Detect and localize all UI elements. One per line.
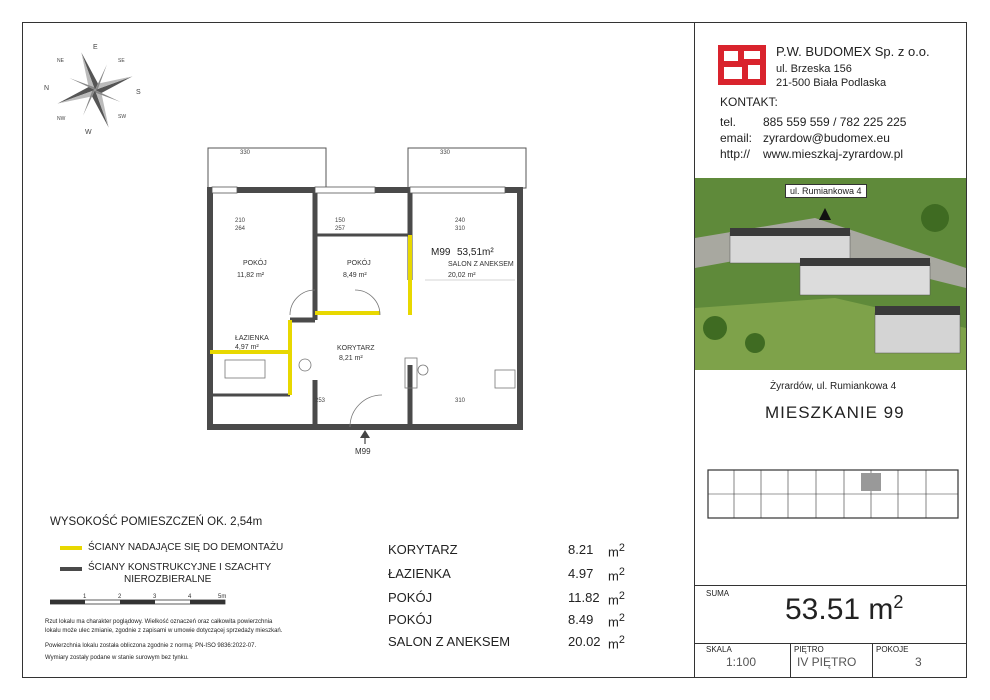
scale-tick-4: 4 <box>188 594 192 600</box>
floor-value: IV PIĘTRO <box>797 655 857 669</box>
svg-text:210: 210 <box>235 218 246 224</box>
plan-apt-area: 53,51m² <box>457 247 494 258</box>
email-label: email: <box>720 131 753 145</box>
tel-label: tel. <box>720 115 737 129</box>
compass-se: SE <box>118 58 125 64</box>
scale-bar <box>50 592 240 608</box>
room-row: ŁAZIENKA 4.97 $m^2$ <box>388 566 625 584</box>
svg-text:330: 330 <box>440 150 451 156</box>
plan-label-pokoj2: POKÓJ <box>347 260 371 267</box>
room-row: POKÓJ 11.82 $m^2$ <box>388 590 625 608</box>
email-link[interactable]: zyrardow@budomex.eu <box>763 131 890 145</box>
svg-text:310: 310 <box>455 398 466 404</box>
ceiling-height-note: WYSOKOŚĆ POMIESZCZEŃ OK. 2,54m <box>50 516 263 528</box>
legend-dark-swatch <box>60 567 82 571</box>
sum-label: SUMA <box>706 589 730 598</box>
scale-tick-5: 5m <box>218 594 227 600</box>
compass-sw: SW <box>118 114 127 120</box>
plan-label-lazienka: ŁAZIENKA <box>235 335 269 342</box>
note-line-1: Rzut lokalu ma charakter poglądowy. Wielkość oznaczeń oraz całkowita powierzchnia <box>45 619 273 625</box>
scale-label: SKALA <box>706 645 732 654</box>
company-name: P.W. BUDOMEX Sp. z o.o. <box>776 44 930 59</box>
plan-area-korytarz: 8,21 m² <box>339 355 363 362</box>
scale-tick-2: 2 <box>118 594 122 600</box>
rooms-count-value: 3 <box>915 655 922 669</box>
scale-tick-1: 1 <box>83 594 87 600</box>
aerial-caption: Żyrardów, ul. Rumiankowa 4 <box>770 381 897 392</box>
legend-dark-label-1: ŚCIANY KONSTRUKCYJNE I SZACHTY <box>88 562 272 573</box>
apartment-title: MIESZKANIE 99 <box>765 403 905 422</box>
legend-dark-label-2: NIEROZBIERALNE <box>124 574 212 585</box>
svg-text:257: 257 <box>335 226 346 232</box>
compass-s: S <box>136 89 141 96</box>
room-row: KORYTARZ 8.21 $m^2$ <box>388 542 625 560</box>
svg-text:330: 330 <box>240 150 251 156</box>
plan-area-salon: 20,02 m² <box>448 272 476 279</box>
compass-ne: NE <box>57 58 64 64</box>
sum-value: 53.51 $m^2$ <box>785 592 904 626</box>
note-line-2: lokalu może ulec zmianie, zgodnie z zapisami w umowie dotyczącej sprzedaży mieszkań. <box>45 628 283 634</box>
plan-apt-id: M99 <box>431 247 451 258</box>
web-label: http:// <box>720 147 751 161</box>
plan-area-lazienka: 4,97 m² <box>235 344 259 351</box>
plan-entrance-id: M99 <box>355 447 371 456</box>
plan-label-korytarz: KORYTARZ <box>337 345 375 352</box>
scale-value: 1:100 <box>726 655 757 669</box>
legend-yellow-label: ŚCIANY NADAJĄCE SIĘ DO DEMONTAŻU <box>88 542 284 553</box>
svg-text:310: 310 <box>455 226 466 232</box>
plan-area-pokoj2: 8,49 m² <box>343 272 367 279</box>
compass-e: E <box>93 44 98 51</box>
aerial-scene <box>695 178 966 370</box>
tel-value[interactable]: 885 559 559 / 782 225 225 <box>763 115 907 129</box>
note-line-4: Wymiary zostały podane w stanie surowym bez tynku. <box>45 655 189 661</box>
note-line-3: Powierzchnia lokalu została obliczona zgodnie z normą: PN-ISO 9836:2022-07. <box>45 643 257 649</box>
plan-area-pokoj1: 11,82 m² <box>237 272 265 279</box>
compass-n: N <box>44 85 50 92</box>
compass-nw: NW <box>57 116 66 122</box>
svg-text:253: 253 <box>315 398 326 404</box>
floor-plan <box>195 140 535 460</box>
plan-label-pokoj1: POKÓJ <box>243 260 267 267</box>
budomex-logo-icon <box>718 45 766 85</box>
floor-label: PIĘTRO <box>794 645 824 654</box>
compass-rose-icon <box>35 40 155 140</box>
svg-text:150: 150 <box>335 218 346 224</box>
building-key-plan <box>706 465 961 523</box>
svg-text:264: 264 <box>235 226 246 232</box>
company-city: 21-500 Biała Podlaska <box>776 77 887 89</box>
aerial-view-image <box>695 178 966 370</box>
contact-title: KONTAKT: <box>720 95 778 109</box>
aerial-street-label: ul. Rumiankowa 4 <box>785 184 867 198</box>
room-row: POKÓJ 8.49 $m^2$ <box>388 612 625 630</box>
scale-tick-3: 3 <box>153 594 157 600</box>
plan-label-salon: SALON Z ANEKSEM <box>448 261 514 268</box>
svg-text:240: 240 <box>455 218 466 224</box>
rooms-count-label: POKOJE <box>876 645 909 654</box>
web-link[interactable]: www.mieszkaj-zyrardow.pl <box>763 147 904 161</box>
company-street: ul. Brzeska 156 <box>776 63 852 75</box>
legend-yellow-swatch <box>60 546 82 550</box>
room-row: SALON Z ANEKSEM 20.02 $m^2$ <box>388 634 625 652</box>
compass-w: W <box>85 129 92 136</box>
highlighted-unit <box>861 473 881 491</box>
